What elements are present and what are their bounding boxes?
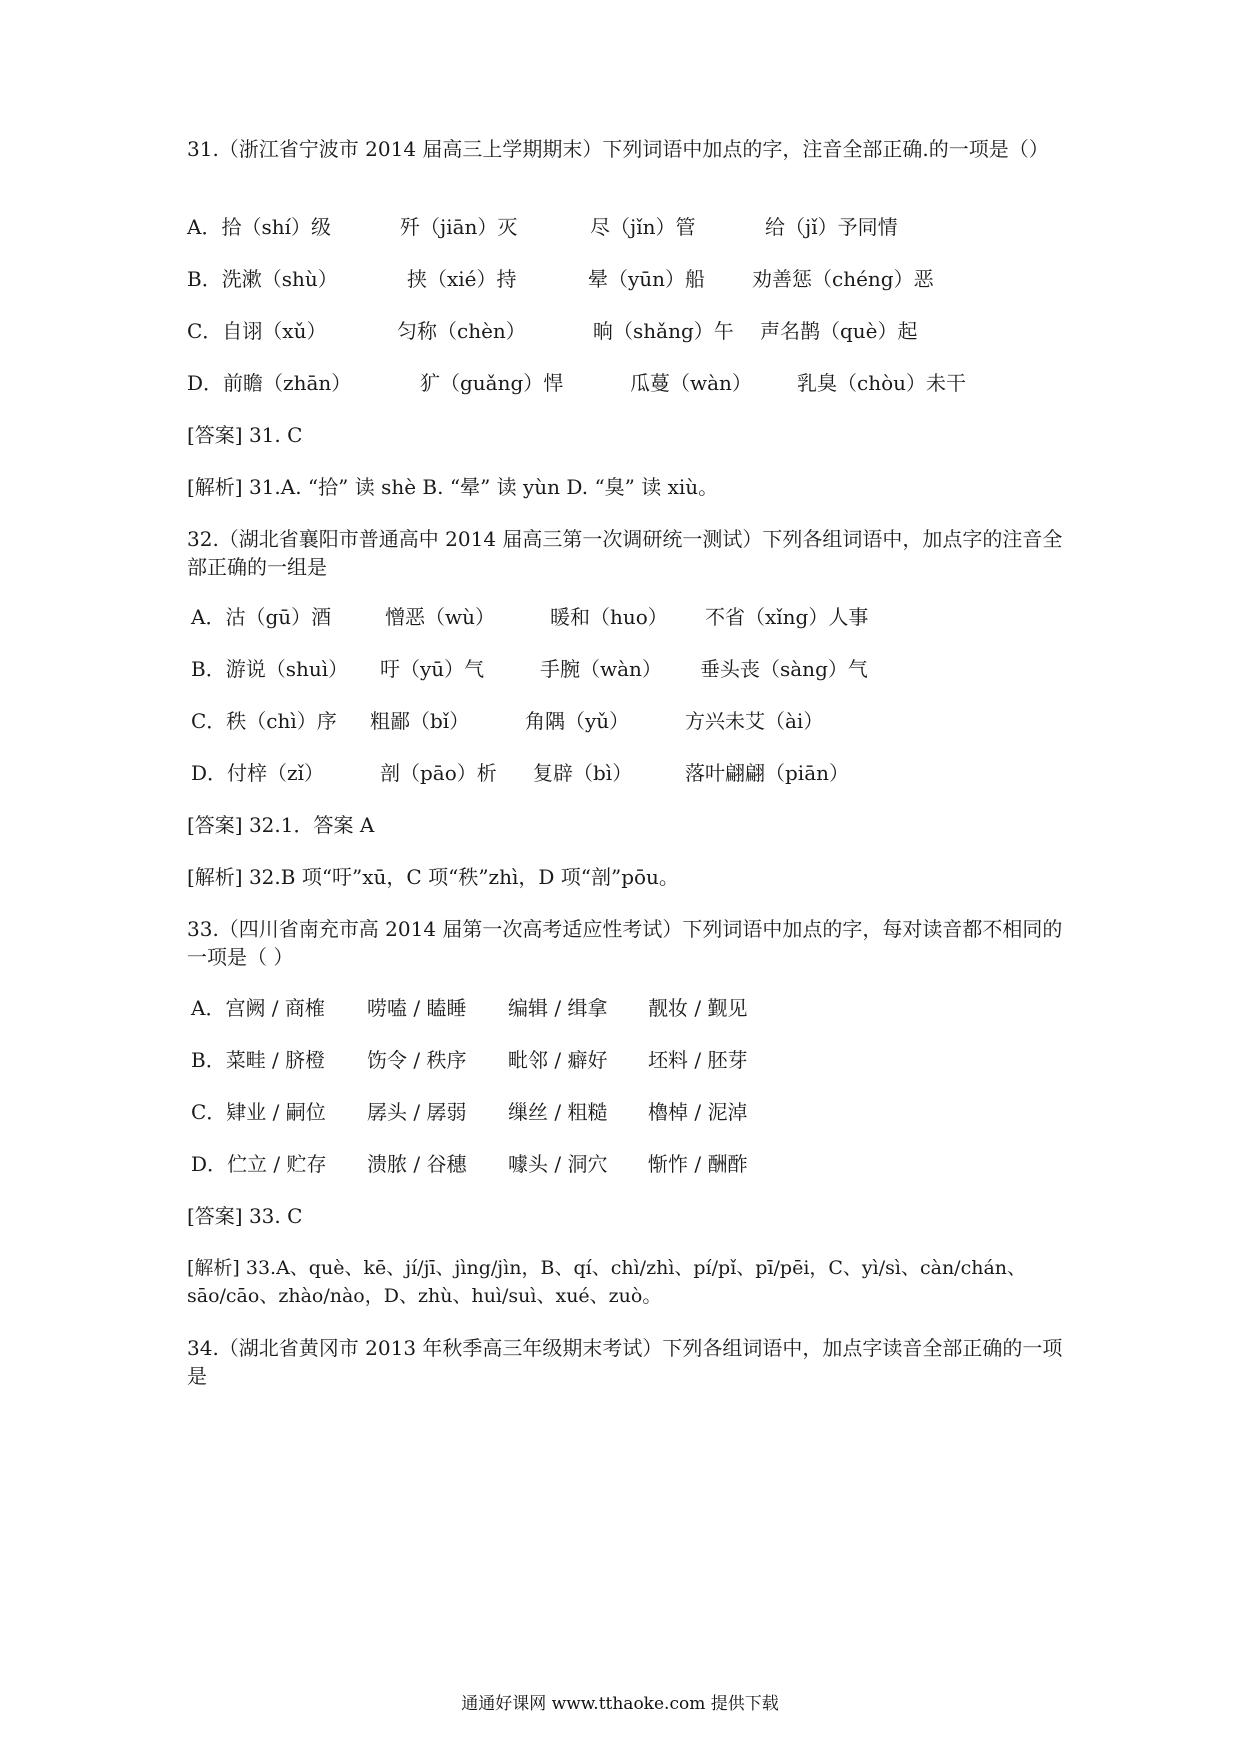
option-part: 毗邻 / 癖好 [508, 1048, 608, 1072]
option-part: C．肄业 / 嗣位 [191, 1100, 326, 1124]
option-part: 角隅（yǔ） [525, 709, 630, 733]
option-part: 靓妆 / 觐见 [648, 996, 748, 1020]
option-part: 犷（guǎng）悍 [420, 371, 564, 395]
option-part: 缫丝 / 粗糙 [508, 1100, 608, 1124]
page-footer: 通通好课网 www.tthaoke.com 提供下载 [461, 1694, 779, 1714]
option-part: A．拾（shí）级 [187, 215, 331, 239]
option-part: 乳臭（chòu）未干 [797, 371, 967, 395]
q33-analysis-line2: sāo/cāo、zhào/nào，D、zhù、huì/suì、xué、zuò。 [187, 1285, 662, 1307]
question-31: 31.（浙江省宁波市 2014 届高三上学期期末）下列词语中加点的字，注音全部正确.的一项是（） [187, 137, 1049, 161]
option-part: B．游说（shuì） [191, 657, 349, 681]
option-part: 吁（yū）气 [380, 657, 485, 681]
option-part: 匀称（chèn） [397, 319, 526, 343]
option-part: 噱头 / 洞穴 [508, 1152, 608, 1176]
option-part: 劝善惩（chéng）恶 [752, 267, 934, 291]
question-32: 32.（湖北省襄阳市普通高中 2014 届高三第一次调研统一测试）下列各组词语中，加点字的注音全部正确的一组是 [187, 527, 1063, 579]
option-part: D．前瞻（zhān） [187, 371, 352, 395]
option-part: 方兴未艾（ài） [685, 709, 824, 733]
option-part: C．自诩（xǔ） [187, 319, 327, 343]
option-part: A．宫阙 / 商榷 [191, 996, 325, 1020]
option-part: 唠嗑 / 瞌睡 [367, 996, 467, 1020]
option-part: B．菜畦 / 脐橙 [191, 1048, 326, 1072]
option-part: 手腕（wàn） [540, 657, 662, 681]
option-part: 溃脓 / 谷穗 [367, 1152, 467, 1176]
option-part: 给（jǐ）予同情 [765, 215, 898, 239]
option-part: 不省（xǐng）人事 [705, 605, 869, 629]
q32-analysis: [解析] 32.B 项“吁”xū，C 项“秩”zhì，D 项“剖”pōu。 [187, 865, 679, 889]
question-33: 33.（四川省南充市高 2014 届第一次高考适应性考试）下列词语中加点的字，每对读音都不相同的一项是（ ） [187, 917, 1063, 969]
q32-answer: [答案] 32.1．答案 A [187, 813, 375, 837]
option-part: 坯料 / 胚芽 [648, 1048, 748, 1072]
option-part: 剖（pāo）析 [380, 761, 497, 785]
option-part: 尽（jǐn）管 [590, 215, 696, 239]
option-part: 挟（xié）持 [407, 267, 517, 291]
option-part: 复辟（bì） [533, 761, 633, 785]
option-part: 歼（jiān）灭 [400, 215, 518, 239]
option-part: 瓜蔓（wàn） [630, 371, 752, 395]
option-part: 晕（yūn）船 [588, 267, 706, 291]
q33-analysis-line1: [解析] 33.A、què、kē、jí/jī、jìng/jìn，B、qí、chì/zhì、pí/pǐ、pī/pēi，C、yì/sì、càn/chán、 [187, 1257, 1027, 1279]
option-part: 编辑 / 缉拿 [508, 996, 608, 1020]
option-part: 晌（shǎng）午 [593, 319, 734, 343]
question-34: 34.（湖北省黄冈市 2013 年秋季高三年级期末考试）下列各组词语中，加点字读音全部正确的一项是 [187, 1336, 1063, 1388]
option-part: 憎恶（wù） [385, 605, 495, 629]
option-part: 落叶翩翩（piān） [685, 761, 850, 785]
option-part: B．洗漱（shù） [187, 267, 338, 291]
option-part: 声名鹊（què）起 [760, 319, 918, 343]
option-part: 孱头 / 孱弱 [367, 1100, 467, 1124]
option-part: 饬令 / 秩序 [367, 1048, 467, 1072]
q31-analysis: [解析] 31.A. “拾” 读 shè B. “晕” 读 yùn D. “臭” 读 xiù。 [187, 475, 719, 499]
option-part: 垂头丧（sàng）气 [700, 657, 868, 681]
option-part: 櫓棹 / 泥淖 [648, 1100, 748, 1124]
option-part: D．付梓（zǐ） [191, 761, 324, 785]
option-part: 粗鄙（bǐ） [370, 709, 470, 733]
option-part: C．秩（chì）序 [191, 709, 337, 733]
option-part: 惭怍 / 酬酢 [648, 1152, 748, 1176]
option-part: D．伫立 / 贮存 [191, 1152, 327, 1176]
option-part: A．沽（gū）酒 [191, 605, 332, 629]
q33-answer: [答案] 33. C [187, 1204, 303, 1228]
q31-answer: [答案] 31. C [187, 423, 303, 447]
option-part: 暖和（huo） [550, 605, 668, 629]
